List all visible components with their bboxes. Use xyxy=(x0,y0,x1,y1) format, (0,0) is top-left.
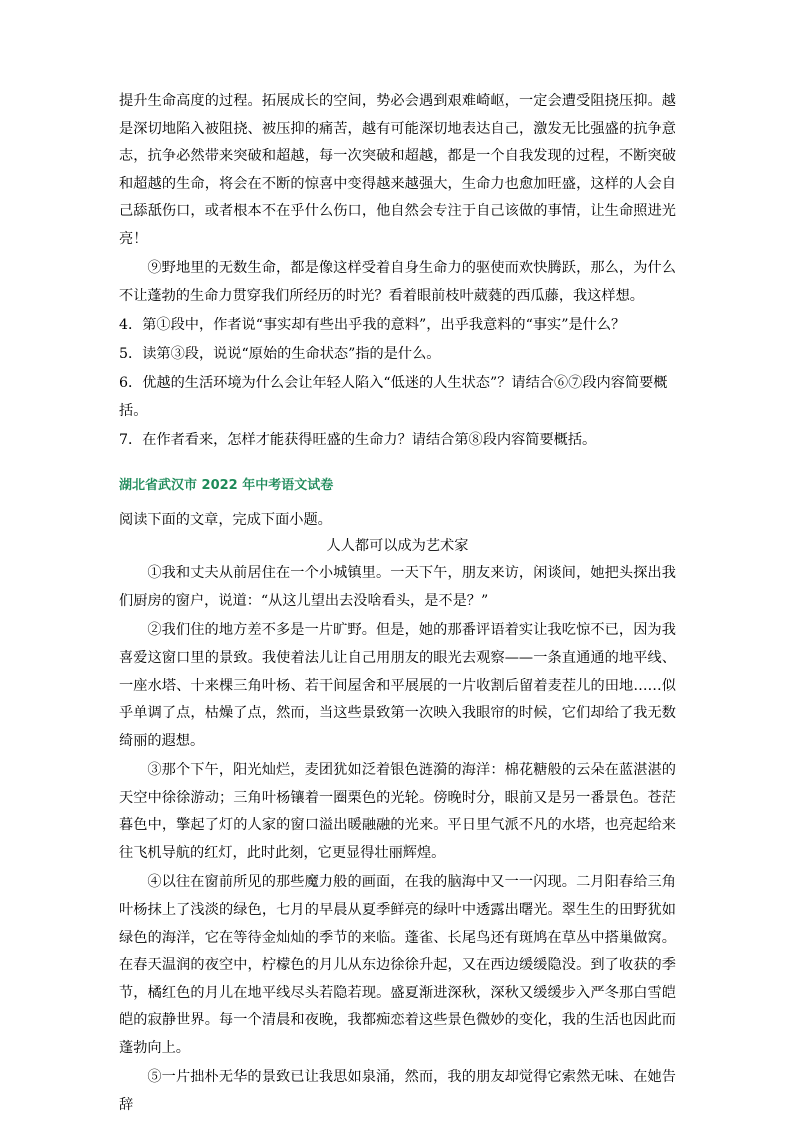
reading-instruction: 阅读下面的文章，完成下面小题。 xyxy=(119,512,332,529)
question-5: 5．读第③段，说说“原始的生命状态”指的是什么。 xyxy=(119,346,441,363)
document-page xyxy=(119,88,676,1121)
paragraph-9: ⑨野地里的无数生命，都是像这样受着自身生命力的驱使而欢快腾跃，那么，为什么不让蓬勃的生命力贯穿我们所经历的时光？看着眼前枝叶葳蕤的西瓜藤，我这样想。 xyxy=(119,260,676,304)
question-7: 7．在作者看来，怎样才能获得旺盛的生命力？请结合第⑧段内容简要概括。 xyxy=(119,431,597,448)
article-title: 人人都可以成为艺术家 xyxy=(326,538,469,555)
continuation-paragraph: 提升生命高度的过程。拓展成长的空间，势必会遇到艰难崎岖，一定会遭受阻挠压抑。越是深切地陷入被阻挠、被压抑的痛苦，越有可能深切地表达自己，激发无比强盛的抗争意志，抗争必然带来突破和超越，每一次突破和超越，都是一个自我发现的过程，不断突破和超越的生命，将会在不断的惊喜中变得越来越强大，生命力也愈加旺盛，这样的人会自己舔舐伤口，或者根本不在乎什么伤口，他自然会专注于自己该做的事情，让生命照进光亮！ xyxy=(119,93,676,247)
article-paragraph-1: ①我和丈夫从前居住在一个小城镇里。一天下午，朋友来访，闲谈间，她把头探出我们厨房的窗户，说道：“从这儿望出去没啥看头，是不是？” xyxy=(119,565,676,610)
article-paragraph-5: ⑤一片拙朴无华的景致已让我思如泉涌，然而，我的朋友却觉得它索然无味、在她告辞 xyxy=(119,1069,676,1113)
article-paragraph-2: ②我们住的地方差不多是一片旷野。但是，她的那番评语着实让我吃惊不已，因为我喜爱这窗口里的景致。我使着法儿让自己用朋友的眼光去观察——一条直通通的地平线、一座水塔、十来棵三角叶杨、若干间屋舍和平展展的一片收割后留着麦茬儿的田地……似乎单调了点，枯燥了点，然而，当这些景致第一次映入我眼帘的时候，它们却给了我无数绮丽的遐想。 xyxy=(119,622,676,749)
question-6: 6．优越的生活环境为什么会让年轻人陷入“低迷的人生状态”？请结合⑥⑦段内容简要概括。 xyxy=(119,375,668,419)
question-list xyxy=(119,312,676,454)
article-paragraph-3: ③那个下午，阳光灿烂，麦团犹如泛着银色涟漪的海洋：棉花糖般的云朵在蓝湛湛的天空中徐徐游动；三角叶杨镶着一圈栗色的光轮。傍晚时分，眼前又是另一番景色。苍茫暮色中，擎起了灯的人家的窗口溢出暖融融的光来。平日里气派不凡的水塔，也亮起给来往飞机导航的红灯，此时此刻，它更显得壮丽辉煌。 xyxy=(119,762,676,862)
article-paragraph-4: ④以往在窗前所见的那些魔力般的画面，在我的脑海中又一一闪现。二月阳春给三角叶杨抹上了浅淡的绿色，七月的早晨从夏季鲜亮的绿叶中透露出曙光。翠生生的田野犹如绿色的海洋，它在等待金灿灿的季节的来临。蓬雀、长尾鸟还有斑鸠在草丛中搭巢做窝。在春天温润的夜空中，柠檬色的月儿从东边徐徐升起，又在西边缓缓隐没。到了收获的季节，橘红色的月儿在地平线尽头若隐若现。盛夏渐进深秋，深秋又缓缓步入严冬那白雪皑皑的寂静世界。每一个清晨和夜晚，我都痴恋着这些景色微妙的变化，我的生活也因此而蓬勃向上。 xyxy=(119,874,676,1056)
exam-section-title: 湖北省武汉市 2022 年中考语文试卷 xyxy=(119,478,334,494)
question-4: 4．第①段中，作者说“事实却有些出乎我的意料”，出乎我意料的“事实”是什么？ xyxy=(119,317,626,334)
